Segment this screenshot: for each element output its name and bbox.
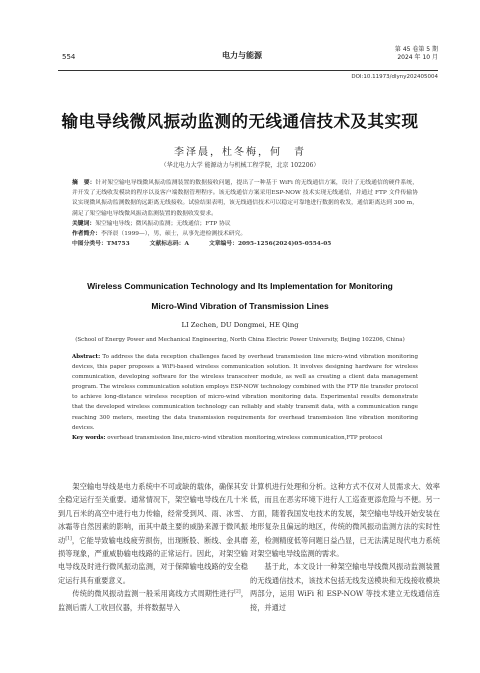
- article-number: [209, 241, 331, 247]
- body-paragraph: [58, 587, 248, 614]
- body-paragraph: [58, 480, 248, 587]
- issue-date: 2024 年 10 月: [397, 54, 438, 61]
- body-text: 架空输电导线是电力系统中不可或缺的载体，确保其安全稳定运行至关重要。通常情况下，架空输电导线在几十米到几百米的高空中进行电力传输，经常受到风、雨、冰雪、冰霜等自然因素的影响，而其中最主要的威胁来源于微风振动: [58, 482, 248, 545]
- clc-number: [72, 241, 130, 247]
- citation-ref: [2]: [234, 589, 241, 595]
- keywords-chinese-label: 关键词：: [72, 220, 96, 227]
- affiliation-chinese: （华北电力大学 能源动力与机械工程学院，北京 102206）: [160, 162, 320, 169]
- abstract-chinese-label: 摘 要：: [72, 180, 96, 186]
- volume-info: [395, 46, 438, 62]
- title-chinese: 输电导线微风振动监测的无线通信技术及其实现: [61, 112, 419, 131]
- body-column-right: [250, 480, 440, 614]
- authors-english: LI Zechen, DU Dongmei, HE Qing: [181, 321, 299, 329]
- title-english-line1: Wireless Communication Technology and Its Implementation for Monitoring: [87, 281, 393, 291]
- journal-name: 电力与能源: [222, 51, 262, 60]
- doc-code-value: A: [184, 241, 189, 248]
- body-text: ，监测后需人工收回仪器，并将数据导入: [58, 589, 248, 612]
- abstract-chinese-block: [72, 178, 418, 249]
- citation-ref: [1]: [65, 536, 72, 542]
- abstract-chinese-text: 针对架空输电导线微风振动监测装置的数据接收问题，提出了一种基于 WiFi 的无线通信方案，设计了无线通信的硬件系统，并开发了无线收发模块的程序以及客户端数据管理程序。该无线通信方案采用ESP-NOW 技术实现无线通信，并通过 FTP 文件传输协议实现微风振动监测数据的远距离无线接收。试验结果表明，该无线通信技术可以稳定可靠地进行数据的收发，通信距离达到 300 m，满足了架空输电导线微风振动监测装置的数据收发要求。: [72, 180, 418, 217]
- keywords-english: [72, 433, 418, 443]
- author-info-label: 作者简介：: [72, 231, 101, 238]
- author-info-chinese: [72, 229, 418, 239]
- title-english-line2: Micro-Wind Vibration of Transmission Lines: [151, 301, 329, 311]
- doi: DOI:10.11973/dlyny202405004: [351, 74, 438, 80]
- page-number: 554: [62, 53, 76, 61]
- article-number-label: 文章编号：: [208, 241, 238, 248]
- header-rule: [58, 70, 438, 71]
- abstract-english-block: [72, 352, 418, 443]
- title-english: [40, 276, 440, 316]
- body-paragraph: [250, 480, 440, 560]
- keywords-chinese: [72, 219, 418, 229]
- body-text: 基于此，本文设计一种架空输电导线微风振动监测装置的无线通信技术，该技术包括无线发送模块和无线接收模块两部分，运用 WiFi 和 ESP-NOW 等技术建立无线通信连接，并通过: [250, 562, 440, 612]
- doc-code: [150, 241, 189, 247]
- body-text: ，它能导致输电线疲劳损伤，出现断股、断线、金具磨损等现象，严重威胁输电线路的正常运行。因此，对架空输电导线及时进行微风振动监测，对于保障输电线路的安全稳定运行具有重要意义。: [58, 535, 248, 585]
- classification-row: [72, 239, 418, 249]
- clc-label: 中图分类号：: [72, 241, 107, 248]
- keywords-english-label: Key words:: [72, 434, 106, 441]
- keywords-chinese-text: 架空输电导线；微风振动监测；无线通信；FTP 协议: [95, 220, 231, 227]
- article-number-value: 2095-1256(2024)05-0554-05: [237, 241, 332, 248]
- body-text: 计算机进行处理和分析。这种方式不仅对人员需求大、效率低，而且在恶劣环境下进行人工巡查更添危险与不便。另一方面，随着我国发电技术的发展，架空输电导线开始安装在地形复杂且偏远的地区，传统的微风振动监测方法的实时性差，检测精度低等问题日益凸显，已无法满足现代电力系统对架空输电导线监测的需求。: [250, 482, 440, 559]
- authors-chinese: 李泽晨，杜冬梅，何 青: [174, 147, 306, 158]
- abstract-chinese: [72, 178, 418, 219]
- doc-code-label: 文献标志码：: [149, 241, 185, 248]
- abstract-english: [72, 352, 418, 433]
- volume-issue: 第 45 卷第 5 期: [394, 46, 438, 53]
- running-header: [46, 44, 438, 70]
- body-text: 传统的微风振动监测一般采用离线方式周期性进行: [72, 589, 235, 599]
- abstract-english-text: To address the data reception challenges faced by overhead transmission line micro-wind vibration monitoring devices, this paper proposes a WiFi-based wireless communication solution. It involves designing hardware for wireless communication, developing software for the wireless transceiver module, as well as creating a client data management program. The wireless communication solution employs ESP-NOW technology combined with the FTP file transfer protocol to achieve long-distance wireless reception of micro-wind vibration monitoring data. Experimental results demonstrate that the developed wireless communication technology can reliably and stably transmit data, with a communication range reaching 300 meters, meeting the data transmission requirements for overhead transmission line vibration monitoring devices.: [72, 354, 418, 431]
- abstract-english-label: Abstract:: [72, 354, 101, 360]
- affiliation-english: (School of Energy Power and Mechanical Engineering, North China Electric Power University, Beijing 102206, China): [75, 337, 405, 343]
- author-info-text: 李泽晨（1999—），男，硕士，从事先进检测技术研究。: [101, 231, 247, 238]
- keywords-english-text: overhead transmission line,micro-wind vibration monitoring,wireless communication,FTP protocol: [105, 434, 383, 441]
- body-paragraph: [250, 560, 440, 614]
- body-column-left: [58, 480, 248, 614]
- clc-value: TM753: [106, 241, 130, 248]
